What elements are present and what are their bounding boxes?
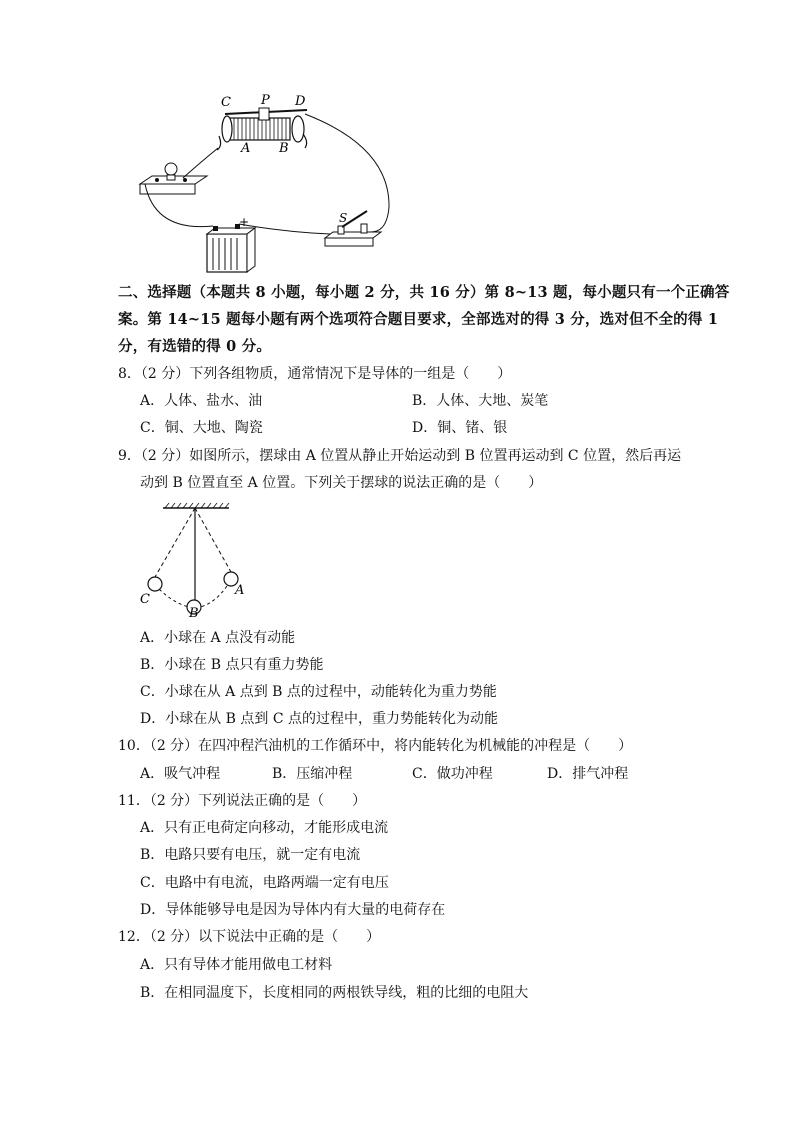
section-title-line2: 案。第 14~15 题每小题有两个选项符合题目要求，全部选对的得 3 分，选对但不全的得 1 <box>118 311 719 328</box>
q10-option-c: C．做功冲程 <box>412 766 493 782</box>
pendulum-label-B: B <box>189 606 199 620</box>
q12-stem: 12．（2 分）以下说法中正确的是（ ） <box>118 929 381 945</box>
circuit-diagram <box>135 92 400 277</box>
q12-option-b: B．在相同温度下，长度相同的两根铁导线，粗的比细的电阻大 <box>140 985 529 1001</box>
q10-option-a: A．吸气冲程 <box>140 766 221 782</box>
q8-option-d: D．铜、锗、银 <box>412 420 508 436</box>
q11-option-d: D．导体能够导电是因为导体内有大量的电荷存在 <box>140 902 446 918</box>
q11-stem: 11．（2 分）下列说法正确的是（ ） <box>118 793 367 809</box>
label-D: D <box>295 94 306 109</box>
q9-stem-line2: 动到 B 位置直至 A 位置。下列关于摆球的说法正确的是（ ） <box>140 475 543 491</box>
q12-option-a: A．只有导体才能用做电工材料 <box>140 957 333 973</box>
pendulum-label-C: C <box>140 592 150 607</box>
q10-stem: 10．（2 分）在四冲程汽油机的工作循环中，将内能转化为机械能的冲程是（ ） <box>118 738 633 754</box>
q8-option-c: C．铜、大地、陶瓷 <box>140 420 263 436</box>
q9-option-a: A．小球在 A 点没有动能 <box>140 630 296 646</box>
label-plus: + <box>239 215 250 229</box>
q11-option-b: B．电路只要有电压，就一定有电流 <box>140 847 361 863</box>
q9-stem-line1: 9．（2 分）如图所示，摆球由 A 位置从静止开始运动到 B 位置再运动到 C 位置，然后再运 <box>118 448 682 464</box>
label-B: B <box>279 141 289 156</box>
section-title-line3: 分，有选错的得 0 分。 <box>118 338 272 355</box>
q11-option-c: C．电路中有电流，电路两端一定有电压 <box>140 875 389 891</box>
q8-stem: 8．（2 分）下列各组物质，通常情况下是导体的一组是（ ） <box>118 366 512 382</box>
label-A: A <box>241 141 251 156</box>
q9-option-b: B．小球在 B 点只有重力势能 <box>140 657 324 673</box>
q9-option-d: D．小球在从 B 点到 C 点的过程中，重力势能转化为动能 <box>140 711 499 727</box>
q8-option-b: B．人体、大地、炭笔 <box>412 393 549 409</box>
label-P: P <box>261 93 270 108</box>
pendulum-label-A: A <box>235 583 245 598</box>
section-title-line1: 二、选择题（本题共 8 小题，每小题 2 分，共 16 分）第 8~13 题，每小题只有一个正确答 <box>118 284 730 301</box>
q10-option-d: D．排气冲程 <box>547 766 629 782</box>
label-S: S <box>339 211 348 225</box>
q9-option-c: C．小球在从 A 点到 B 点的过程中，动能转化为重力势能 <box>140 684 497 700</box>
q11-option-a: A．只有正电荷定向移动，才能形成电流 <box>140 820 389 836</box>
label-C: C <box>221 95 231 110</box>
q10-option-b: B．压缩冲程 <box>272 766 353 782</box>
pendulum-diagram <box>135 500 255 620</box>
q8-option-a: A．人体、盐水、油 <box>140 393 263 409</box>
